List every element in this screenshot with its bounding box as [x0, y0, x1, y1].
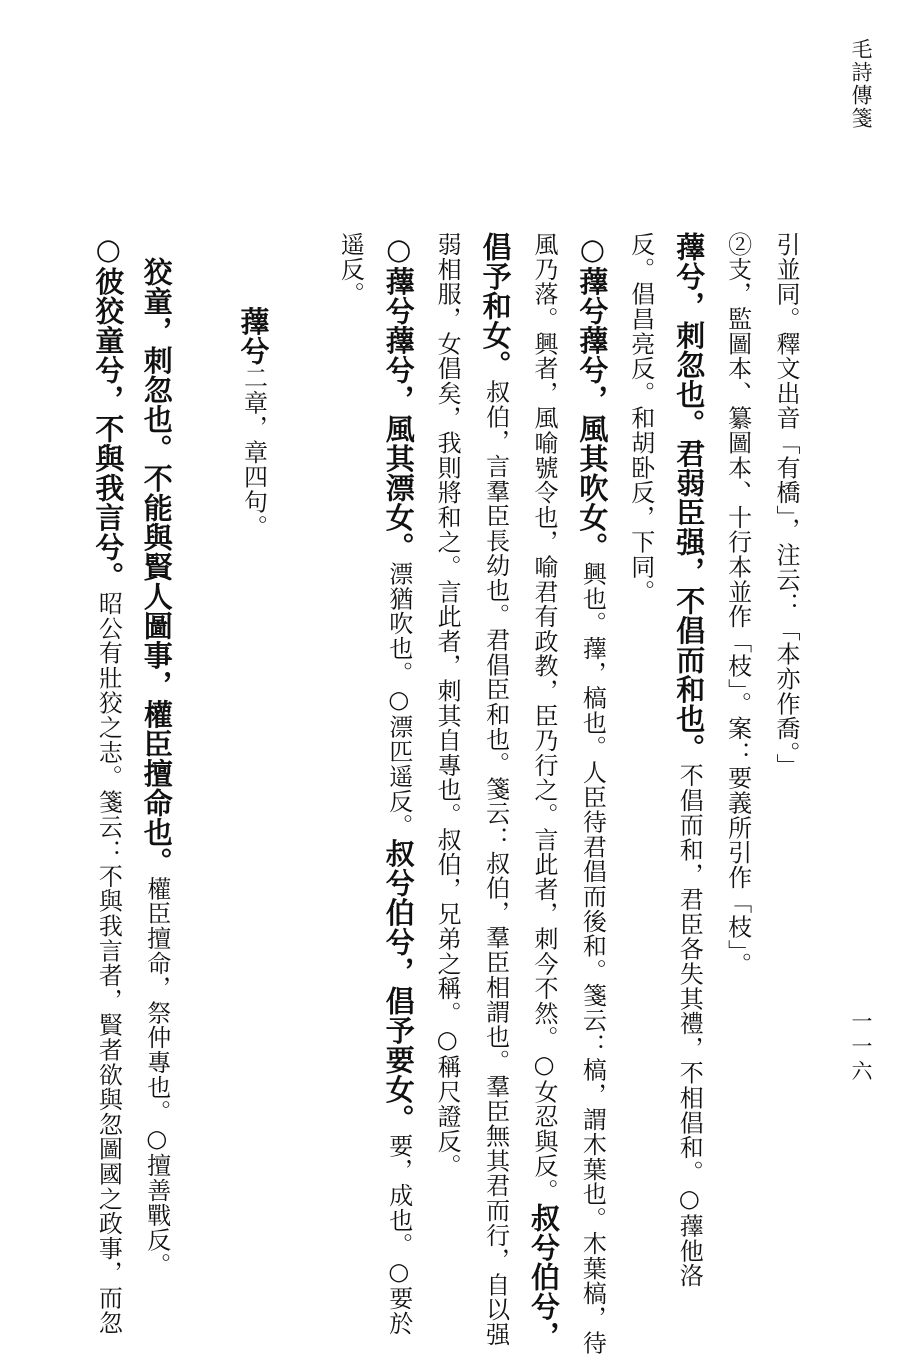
text-segment: ○彼狡童兮，不與我言兮。	[91, 232, 126, 591]
text-column	[326, 232, 374, 1332]
text-segment: 引並同。釋文出音「有橋」，注云：「本亦作喬。」	[772, 232, 800, 779]
text-column	[616, 232, 664, 1332]
text-column	[520, 232, 568, 1351]
text-segment: 叔兮伯兮，倡予要女。	[381, 838, 416, 1134]
text-segment: 漂猶吹也。○漂匹遥反。	[384, 561, 413, 839]
text-segment: 叔伯，言羣臣長幼也。君倡臣和也。箋云：叔伯，羣臣相謂也。羣臣無其君而行，自以强	[481, 379, 510, 1347]
text-segment: 風乃落。興者，風喻號令也，喻君有政教，臣乃行之。言此者，刺今不然。○女忍與反。	[529, 232, 558, 1204]
text-column	[84, 232, 132, 1335]
vertical-text-body	[30, 232, 810, 1356]
text-column	[713, 232, 761, 1332]
text-segment: ○蘀兮蘀兮，風其漂女。	[381, 232, 416, 562]
text-segment: ○蘀兮蘀兮，風其吹女。	[575, 232, 610, 562]
text-column	[374, 232, 422, 1336]
blank-column	[181, 232, 229, 1332]
text-segment: 遥反。	[336, 232, 365, 307]
text-segment: 反。倡昌亮反。和胡卧反，下同。	[626, 232, 655, 604]
text-segment: 弱相服，女倡矣，我則將和之。言此者，刺其自專也。叔伯，兄弟之稱。○稱尺證反。	[433, 232, 462, 1179]
text-segment: 狡童，刺忽也。不能與賢人圖事，權臣擅命也。	[139, 256, 174, 877]
text-column	[423, 232, 471, 1332]
text-segment: 叔兮伯兮，	[526, 1203, 561, 1351]
text-column	[665, 232, 713, 1332]
text-segment: 倡予和女。	[478, 232, 513, 380]
text-segment: 權臣擅命，祭仲專也。○擅善戰反。	[142, 876, 171, 1278]
text-segment: 昭公有壯狡之志。箋云：不與我言者，賢者欲與忽圖國之政事，而忽	[94, 591, 123, 1335]
blank-column	[278, 232, 326, 1332]
text-column	[471, 232, 519, 1347]
text-column	[762, 232, 810, 1332]
text-segment: ②支，監圖本、纂圖本、十行本並作「枝」。案：要義所引作「枝」。	[723, 232, 752, 977]
text-column	[568, 232, 616, 1356]
page-number: 一一六	[849, 1010, 873, 1085]
text-segment: 不倡而和，君臣各失其禮，不相倡和。○蘀他洛	[675, 763, 704, 1288]
text-segment: 蘀兮	[236, 306, 271, 366]
text-segment: 二章，章四句。	[239, 365, 268, 540]
text-column	[132, 232, 180, 1332]
book-title: 毛詩傳箋	[849, 38, 873, 130]
chapter-summary-column	[229, 232, 277, 1332]
text-segment: 蘀兮，刺忽也。君弱臣强，不倡而和也。	[672, 232, 707, 763]
text-segment: 興也。蘀，槁也。人臣待君倡而後和。箋云：槁，謂木葉也。木葉槁，待	[578, 561, 607, 1356]
text-segment: 要，成也。○要於	[384, 1133, 413, 1336]
